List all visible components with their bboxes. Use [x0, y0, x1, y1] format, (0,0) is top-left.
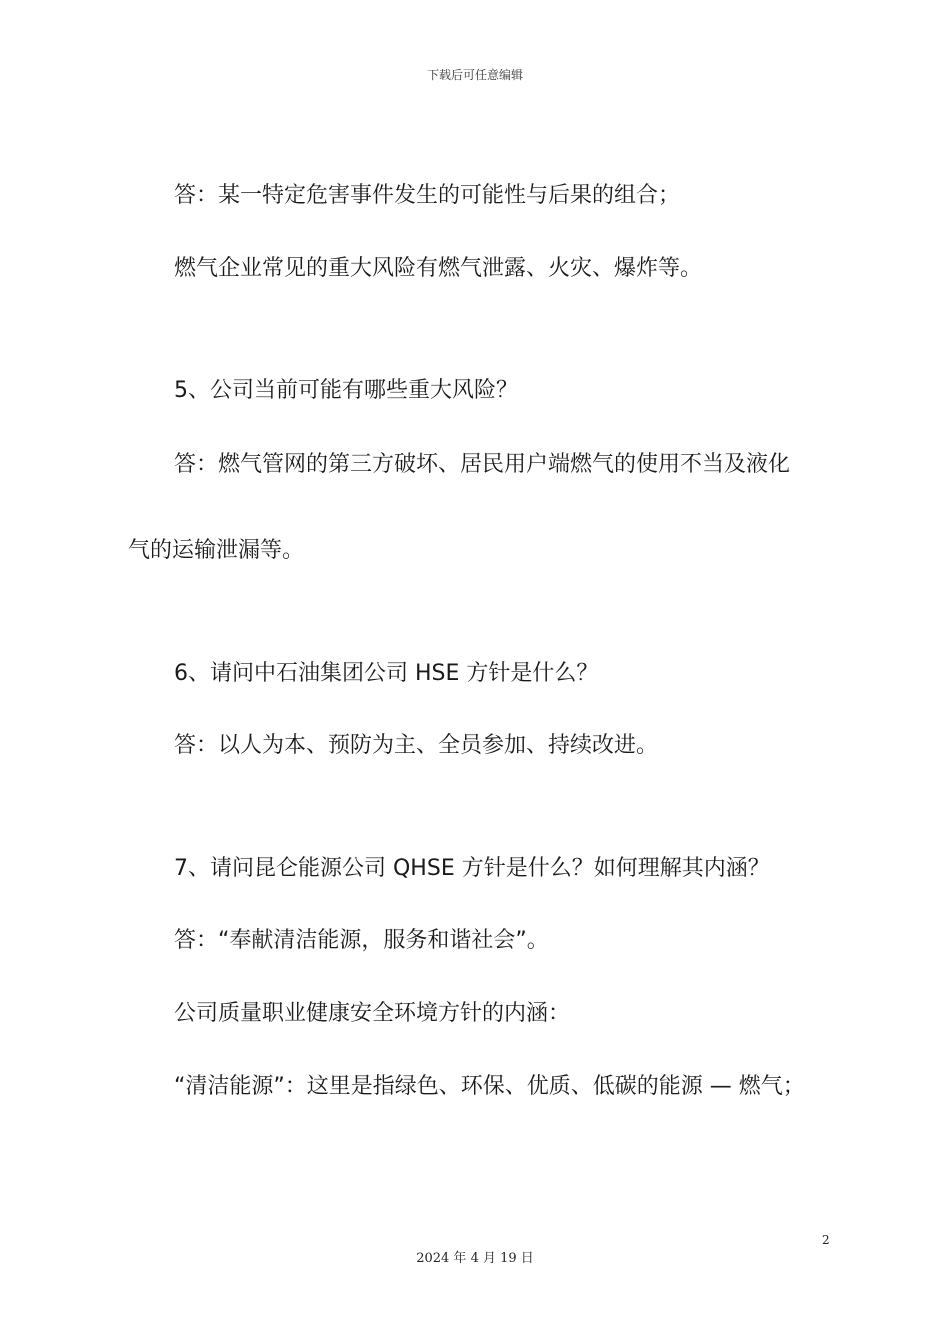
answer-7: 答：“奉献清洁能源，服务和谐社会”。 [174, 928, 549, 953]
answer-5-line-1: 答：燃气管网的第三方破坏、居民用户端燃气的使用不当及液化 [174, 452, 791, 477]
answer-5-line-2: 气的运输泄漏等。 [128, 538, 305, 563]
common-major-risks: 燃气企业常见的重大风险有燃气泄露、火灾、爆炸等。 [174, 256, 703, 281]
question-7: 7、请问昆仑能源公司 QHSE 方针是什么？如何理解其内涵？ [174, 856, 770, 881]
page-header: 下载后可任意编辑 [426, 68, 523, 82]
page-number: 2 [822, 1233, 830, 1247]
question-5: 5、公司当前可能有哪些重大风险？ [174, 378, 518, 403]
page-footer-date: 2024 年 4 月 19 日 [416, 1251, 534, 1266]
clean-energy-explanation: “清洁能源”：这里是指绿色、环保、优质、低碳的能源 — 燃气； [174, 1074, 805, 1099]
question-6: 6、请问中石油集团公司 HSE 方针是什么？ [174, 661, 599, 686]
answer-risk-definition: 答：某一特定危害事件发生的可能性与后果的组合； [174, 183, 681, 208]
policy-meaning-heading: 公司质量职业健康安全环境方针的内涵： [174, 1001, 571, 1026]
answer-6: 答：以人为本、预防为主、全员参加、持续改进。 [174, 733, 659, 758]
